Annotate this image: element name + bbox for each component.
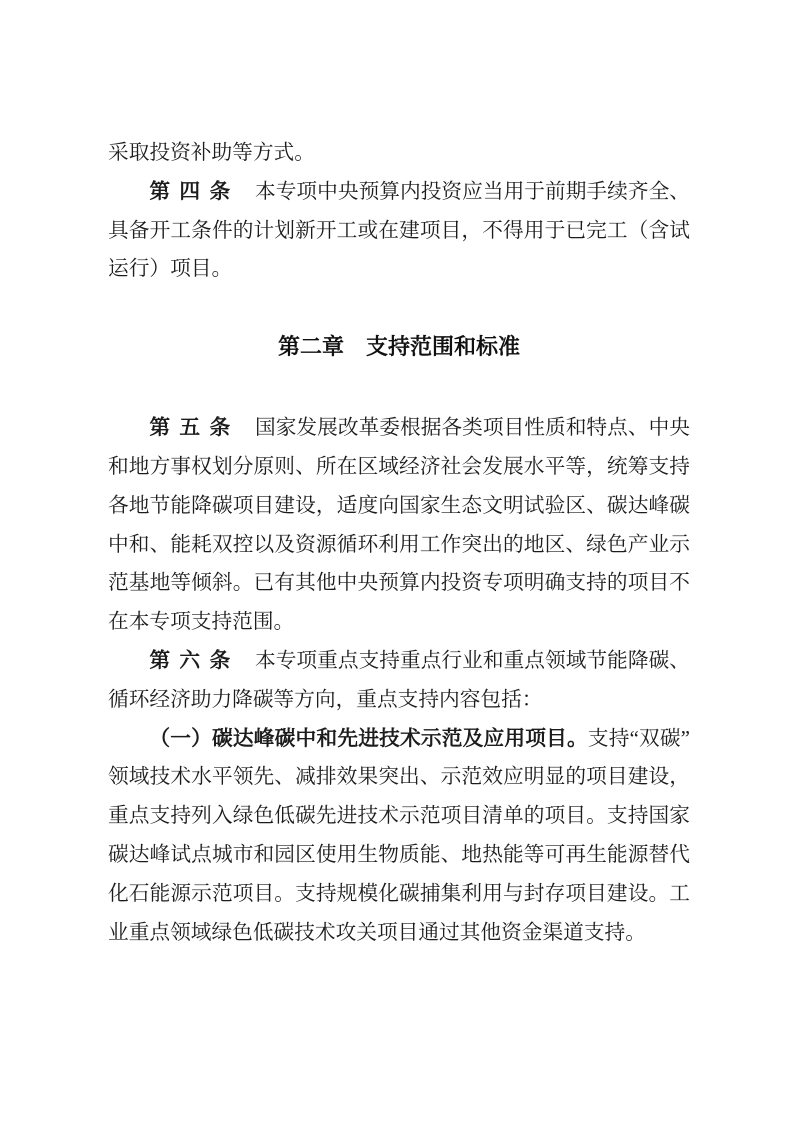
paragraph-text: 支持“双碳”领域技术水平领先、减排效果突出、示范效应明显的项目建设，重点支持列入绿色低碳先进技术示范项目清单的项目。支持国家碳达峰试点城市和园区使用生物质能、地热能等可再生能源替代化石能源示范项目。支持规模化碳捕集利用与封存项目建设。工业重点领域绿色低碳技术攻关项目通过其他资金渠道支持。: [108, 727, 690, 944]
chapter-2-heading: 第二章 支持范围和标准: [277, 334, 520, 360]
paragraph-text: 国家发展改革委根据各类项目性质和特点、中央和地方事权划分原则、所在区域经济社会发展水平等，统筹支持各地节能降碳项目建设，适度向国家生态文明试验区、碳达峰碳中和、能耗双控以及资源循环利用工作突出的地区、绿色产业示范基地等倾斜。已有其他中央预算内投资专项明确支持的项目不在本专项支持范围。: [108, 417, 690, 634]
paragraph-continuation: [108, 134, 690, 173]
article-5-number: 第五条: [149, 417, 240, 440]
document-body: [108, 134, 690, 952]
paragraph-article-6: [108, 642, 690, 720]
article-6-number: 第六条: [149, 649, 240, 672]
paragraph-text: 采取投资补助等方式。: [108, 142, 315, 164]
paragraph-article-5: [108, 409, 690, 642]
paragraph-item-1: [108, 720, 690, 953]
paragraph-article-4: [108, 173, 690, 289]
paragraph-text: 本专项中央预算内投资应当用于前期手续齐全、具备开工条件的计划新开工或在建项目，不得用于已完工（含试运行）项目。: [108, 180, 690, 281]
article-4-number: 第四条: [149, 180, 240, 203]
paragraph-text: 本专项重点支持重点行业和重点领域节能降碳、循环经济助力降碳等方向，重点支持内容包括：: [108, 649, 690, 711]
item-1-title: （一）碳达峰碳中和先进技术示范及应用项目。: [149, 727, 588, 750]
